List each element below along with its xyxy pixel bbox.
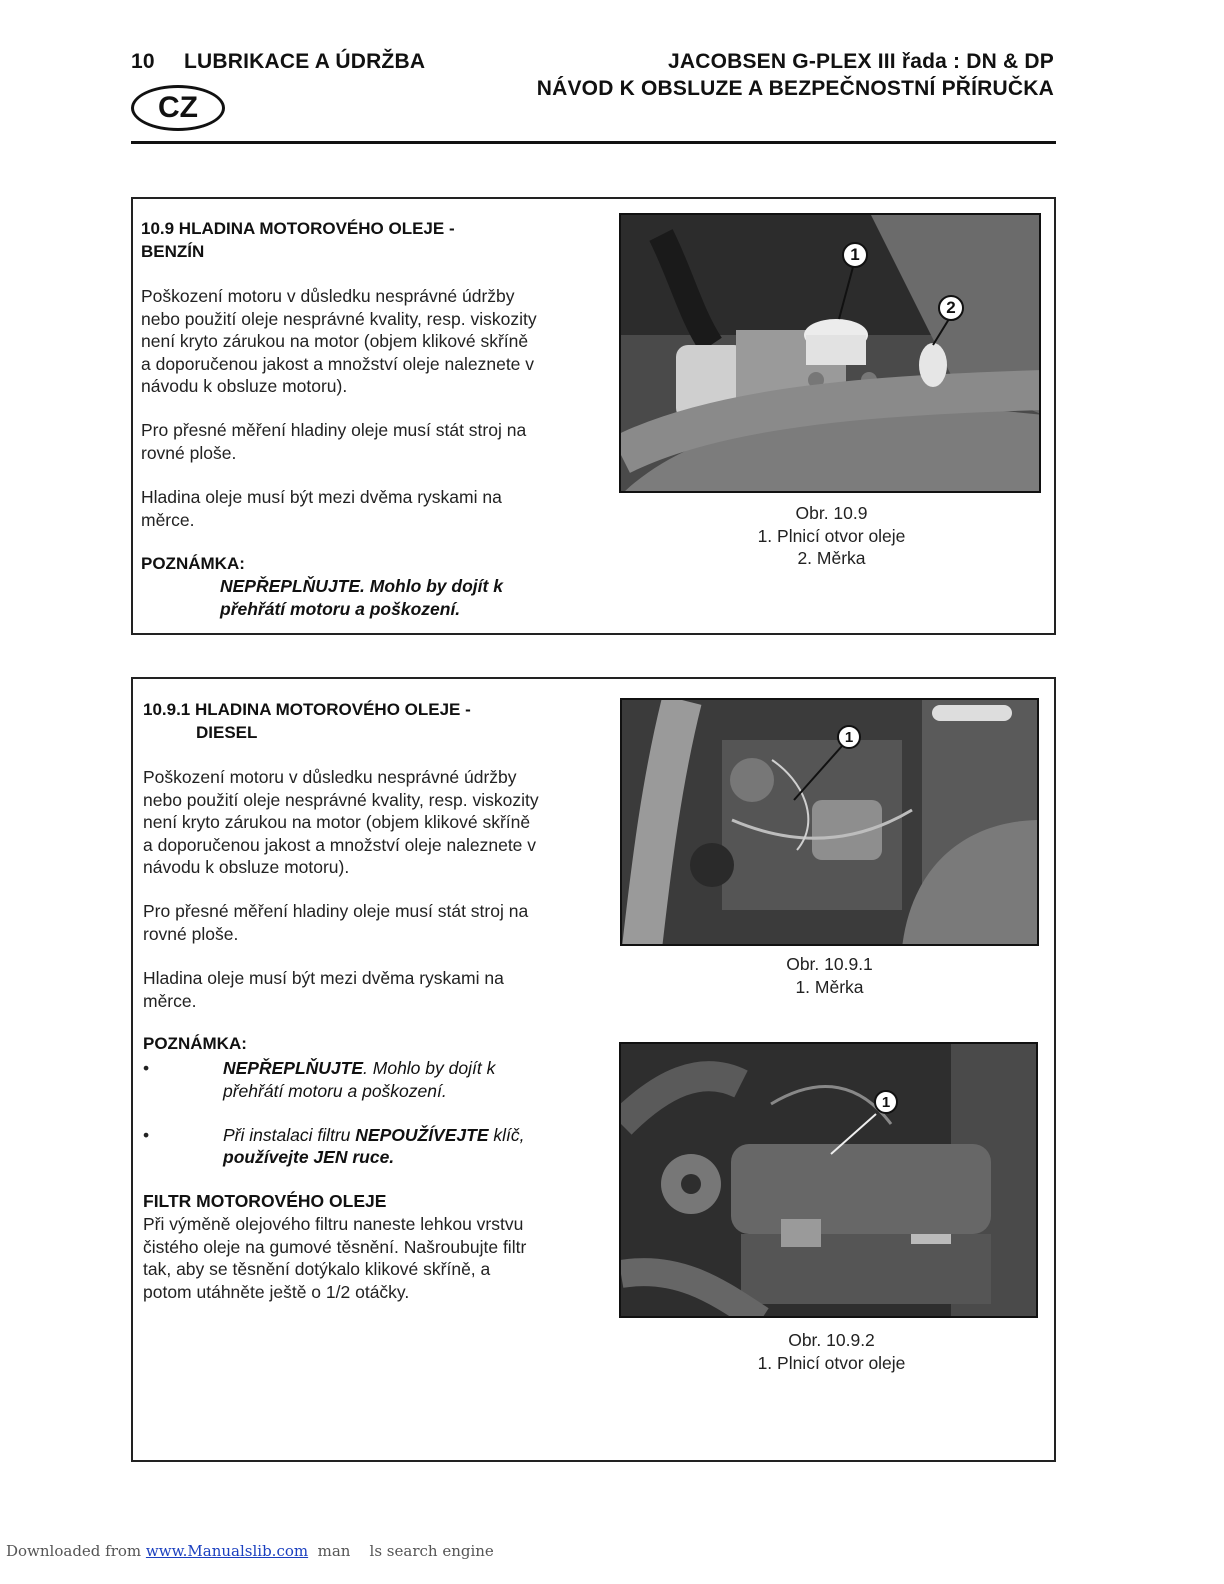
caption-title: Obr. 10.9.1 <box>786 954 873 974</box>
caption-title: Obr. 10.9 <box>795 503 868 523</box>
text-line: tak, aby se těsnění dotýkalo klikové skříně, a <box>143 1259 491 1279</box>
text-line: Pro přesné měření hladiny oleje musí stát stroj na <box>141 420 527 440</box>
text-line: čistého oleje na gumové těsnění. Našroubujte filtr <box>143 1236 527 1257</box>
doc-title-line1: JACOBSEN G-PLEX III řada : DN & DP <box>667 50 1054 73</box>
text-line: není kryto zárukou na motor (objem klikové skříně <box>143 812 531 832</box>
text-line: Poškození motoru v důsledku nesprávné údržby <box>141 286 515 306</box>
figure-10-9-caption <box>619 502 1044 570</box>
callout-1: 1 <box>837 725 861 749</box>
figure-10-9-2-photo <box>619 1042 1038 1318</box>
diesel-engine-oil-fill-photo <box>621 1044 1038 1318</box>
figure-10-9-photo <box>619 213 1041 493</box>
text-line: a doporučenou jakost a množství oleje naleznete v <box>143 834 537 855</box>
text-line: nebo použití oleje nesprávné kvality, resp. viskozity <box>141 308 537 329</box>
bullet1-rest: . Mohlo by dojít k <box>363 1058 496 1078</box>
doc-title-line2: NÁVOD K OBSLUZE A BEZPEČNOSTNÍ PŘÍRUČKA <box>536 77 1054 100</box>
page-number: 10 <box>131 50 155 73</box>
figure-10-9-2-caption <box>622 1329 1041 1374</box>
figure-10-9-1-photo <box>620 698 1039 946</box>
manualslib-link[interactable]: www.Manualslib.com <box>145 1542 309 1560</box>
figure-10-9-1-caption <box>620 953 1039 998</box>
section-10-9-1-title-line2: DIESEL <box>196 723 258 742</box>
bullet1-line2: přehřátí motoru a poškození. <box>223 1081 447 1101</box>
language-badge: CZ <box>131 85 225 131</box>
text-line: a doporučenou jakost a množství oleje naleznete v <box>141 353 535 374</box>
text-line: potom utáhněte ještě o 1/2 otáčky. <box>143 1281 410 1302</box>
text-line: měrce. <box>141 509 195 530</box>
section-10-9-note-line1: NEPŘEPLŇUJTE. Mohlo by dojít k <box>220 576 503 596</box>
filter-paragraph <box>143 1213 526 1303</box>
footer-prefix: Downloaded from <box>6 1542 146 1560</box>
text-line: návodu k obsluze motoru). <box>141 376 348 396</box>
bullet2-bold: NEPOUŽÍVEJTE <box>355 1125 489 1145</box>
section-10-9-para1 <box>141 285 537 398</box>
text-line: Hladina oleje musí být mezi dvěma ryskami na <box>143 968 504 988</box>
text-line: Poškození motoru v důsledku nesprávné údržby <box>143 767 517 787</box>
callout-1: 1 <box>842 242 868 268</box>
footer-suffix: man ls search engine <box>308 1542 494 1560</box>
section-10-9-1-para1 <box>143 766 539 879</box>
section-10-9-1-para2 <box>143 900 528 945</box>
caption-item: 1. Plnicí otvor oleje <box>757 1352 906 1373</box>
callout-1: 1 <box>874 1090 898 1114</box>
engine-oil-fill-photo <box>621 215 1041 493</box>
bullet-marker: • <box>143 1058 150 1078</box>
section-10-9-1-para3 <box>143 967 504 1012</box>
header-rule <box>131 141 1056 144</box>
caption-item: 1. Měrka <box>795 976 864 997</box>
section-title: LUBRIKACE A ÚDRŽBA <box>184 50 426 73</box>
bullet2-line2: používejte JEN ruce. <box>223 1147 395 1167</box>
text-line: Hladina oleje musí být mezi dvěma ryskami na <box>141 487 502 507</box>
section-10-9-1-title-line1: 10.9.1 HLADINA MOTOROVÉHO OLEJE - <box>143 700 471 719</box>
bullet1-bold: NEPŘEPLŇUJTE <box>223 1058 364 1078</box>
section-10-9-note-label: POZNÁMKA: <box>141 554 245 573</box>
bullet2-line1 <box>223 1124 524 1147</box>
bullet2-pre: Při instalaci filtru <box>223 1125 356 1145</box>
bullet1-line1 <box>223 1057 495 1080</box>
footer <box>6 1542 494 1560</box>
section-10-9-para2 <box>141 419 526 464</box>
bullet-marker: • <box>143 1125 150 1145</box>
text-line: měrce. <box>143 990 197 1011</box>
diesel-engine-dipstick-photo <box>622 700 1039 946</box>
callout-2: 2 <box>938 295 964 321</box>
section-10-9-1-note-label: POZNÁMKA: <box>143 1034 247 1053</box>
text-line: nebo použití oleje nesprávné kvality, resp. viskozity <box>143 789 539 810</box>
text-line: rovné ploše. <box>141 442 237 463</box>
caption-item: 1. Plnicí otvor oleje <box>757 525 906 546</box>
text-line: rovné ploše. <box>143 923 239 944</box>
caption-item: 2. Měrka <box>797 548 866 568</box>
section-10-9-title-line2: BENZÍN <box>141 242 205 261</box>
section-10-9-title <box>141 217 455 263</box>
text-line: není kryto zárukou na motor (objem klikové skříně <box>141 331 529 351</box>
text-line: návodu k obsluze motoru). <box>143 857 350 877</box>
filter-title: FILTR MOTOROVÉHO OLEJE <box>143 1191 387 1211</box>
text-line: Při výměně olejového filtru naneste lehkou vrstvu <box>143 1214 524 1234</box>
caption-title: Obr. 10.9.2 <box>788 1330 875 1350</box>
section-10-9-para3 <box>141 486 502 531</box>
section-10-9-note-line2: přehřátí motoru a poškození. <box>220 599 461 619</box>
bullet2-post: klíč, <box>488 1125 525 1145</box>
section-10-9-title-line1: 10.9 HLADINA MOTOROVÉHO OLEJE - <box>141 219 455 238</box>
text-line: Pro přesné měření hladiny oleje musí stát stroj na <box>143 901 529 921</box>
